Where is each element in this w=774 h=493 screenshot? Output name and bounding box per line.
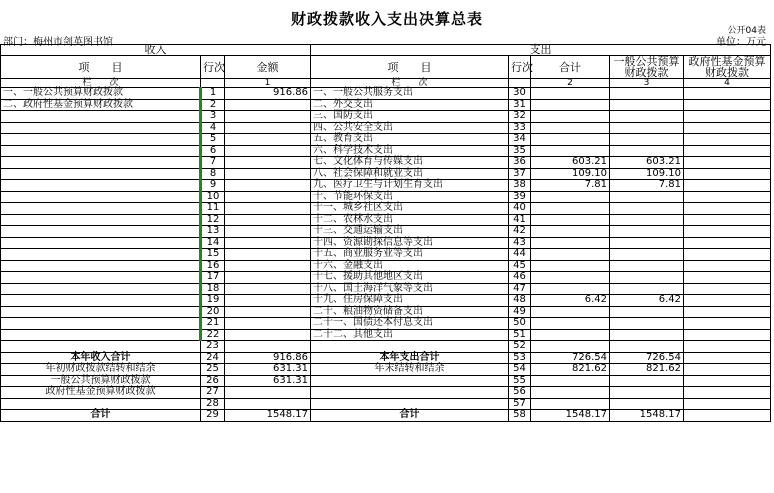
expense-fund (684, 168, 771, 180)
expense-general: 109.10 (610, 168, 684, 180)
expense-row-no: 41 (509, 214, 531, 226)
table-row (1, 318, 771, 330)
expense-item: 十七、援助其他地区支出 (311, 272, 509, 284)
income-row-no: 22 (201, 329, 225, 341)
expense-row-no: 46 (509, 272, 531, 284)
income-amount (225, 341, 311, 353)
income-amount (225, 168, 311, 180)
income-row-no: 9 (201, 180, 225, 192)
expense-fund (684, 272, 771, 284)
income-amount (225, 99, 311, 111)
income-row-no: 5 (201, 134, 225, 146)
table-row (1, 329, 771, 341)
table-row (1, 88, 771, 100)
expense-fund (684, 364, 771, 376)
table-code: 公开04表 (727, 26, 766, 36)
income-row-no: 24 (201, 352, 225, 364)
expense-total: 109.10 (531, 168, 610, 180)
expense-item (311, 398, 509, 410)
income-item-header: 项 目 (1, 56, 201, 79)
expense-fund (684, 410, 771, 422)
income-item (1, 111, 201, 123)
expense-item: 合计 (311, 410, 509, 422)
expense-general: 6.42 (610, 295, 684, 307)
income-rowno-header: 行次 (201, 56, 225, 79)
income-row-no: 23 (201, 341, 225, 353)
expense-general (610, 329, 684, 341)
expense-total: 603.21 (531, 157, 610, 169)
expense-total: 1548.17 (531, 410, 610, 422)
income-row-no: 18 (201, 283, 225, 295)
expense-row-no: 50 (509, 318, 531, 330)
expense-row-no: 53 (509, 352, 531, 364)
income-amount: 1548.17 (225, 410, 311, 422)
table-row (1, 168, 771, 180)
income-amount: 916.86 (225, 352, 311, 364)
expense-total: 6.42 (531, 295, 610, 307)
income-item: 政府性基金预算财政拨款 (1, 387, 201, 399)
expense-row-no: 37 (509, 168, 531, 180)
expense-total (531, 134, 610, 146)
expense-general (610, 134, 684, 146)
expense-fund (684, 398, 771, 410)
expense-row-no: 42 (509, 226, 531, 238)
table-row (1, 237, 771, 249)
expense-item: 六、科学技术支出 (311, 145, 509, 157)
income-amount (225, 180, 311, 192)
income-amount (225, 295, 311, 307)
expense-total (531, 260, 610, 272)
income-amount (225, 157, 311, 169)
income-amount: 631.31 (225, 375, 311, 387)
lanci-3: 3 (610, 79, 684, 88)
expense-row-no: 34 (509, 134, 531, 146)
expense-total (531, 99, 610, 111)
income-item (1, 168, 201, 180)
table-row (1, 260, 771, 272)
income-amount (225, 398, 311, 410)
income-item (1, 341, 201, 353)
expense-fund (684, 283, 771, 295)
expense-fund (684, 203, 771, 215)
income-row-no: 10 (201, 191, 225, 203)
lanci-1: 1 (225, 79, 311, 88)
expense-general (610, 145, 684, 157)
expense-item: 九、医疗卫生与计划生育支出 (311, 180, 509, 192)
income-amount (225, 237, 311, 249)
income-item (1, 272, 201, 284)
expense-general (610, 99, 684, 111)
income-amount (225, 318, 311, 330)
expense-fund (684, 191, 771, 203)
income-item: 一般公共预算财政拨款 (1, 375, 201, 387)
income-item (1, 122, 201, 134)
income-item (1, 329, 201, 341)
income-item (1, 157, 201, 169)
income-row-no: 2 (201, 99, 225, 111)
income-item: 合计 (1, 410, 201, 422)
expense-total (531, 283, 610, 295)
table-row (1, 283, 771, 295)
income-lanci-label: 栏 次 (1, 79, 201, 88)
report-table (0, 44, 771, 422)
expense-row-no: 36 (509, 157, 531, 169)
expense-total: 821.62 (531, 364, 610, 376)
expense-item: 二十一、国债还本付息支出 (311, 318, 509, 330)
expense-fund-header: 政府性基金预算财政拨款 (684, 56, 771, 79)
income-item (1, 214, 201, 226)
expense-row-no: 38 (509, 180, 531, 192)
expense-fund (684, 387, 771, 399)
expense-row-no: 52 (509, 341, 531, 353)
expense-general: 1548.17 (610, 410, 684, 422)
expense-fund (684, 99, 771, 111)
income-row-no: 26 (201, 375, 225, 387)
expense-fund (684, 88, 771, 100)
expense-general (610, 375, 684, 387)
expense-fund (684, 295, 771, 307)
income-amount: 916.86 (225, 88, 311, 100)
expense-general (610, 226, 684, 238)
expense-general-header: 一般公共预算财政拨款 (610, 56, 684, 79)
expense-fund (684, 145, 771, 157)
department-label: 部门：梅州市剑英图书馆 (3, 37, 113, 48)
table-row (1, 99, 771, 111)
income-amount (225, 283, 311, 295)
expense-item: 十四、资源勘探信息等支出 (311, 237, 509, 249)
expense-item: 十三、交通运输支出 (311, 226, 509, 238)
income-amount (225, 111, 311, 123)
expense-general (610, 203, 684, 215)
income-amount: 631.31 (225, 364, 311, 376)
income-item (1, 180, 201, 192)
expense-total: 7.81 (531, 180, 610, 192)
expense-row-no: 55 (509, 375, 531, 387)
expense-row-no: 35 (509, 145, 531, 157)
table-row (1, 203, 771, 215)
income-row-no: 12 (201, 214, 225, 226)
expense-fund (684, 341, 771, 353)
income-item (1, 237, 201, 249)
income-item (1, 398, 201, 410)
table-row (1, 341, 771, 353)
expense-item: 年末结转和结余 (311, 364, 509, 376)
income-item (1, 306, 201, 318)
expense-total (531, 272, 610, 284)
income-row-no: 3 (201, 111, 225, 123)
section-row (1, 45, 771, 56)
table-row (1, 352, 771, 364)
expense-general (610, 398, 684, 410)
expense-row-no: 43 (509, 237, 531, 249)
income-item (1, 318, 201, 330)
table-row (1, 272, 771, 284)
expense-general (610, 191, 684, 203)
income-amount (225, 203, 311, 215)
income-row-no: 7 (201, 157, 225, 169)
income-row-no: 28 (201, 398, 225, 410)
income-item (1, 191, 201, 203)
income-row-no: 25 (201, 364, 225, 376)
table-row (1, 375, 771, 387)
expense-row-no: 33 (509, 122, 531, 134)
expense-general (610, 249, 684, 261)
expense-row-no: 32 (509, 111, 531, 123)
expense-row-no: 40 (509, 203, 531, 215)
expense-fund (684, 329, 771, 341)
expense-general: 821.62 (610, 364, 684, 376)
income-amount (225, 145, 311, 157)
expense-total (531, 145, 610, 157)
income-amount (225, 214, 311, 226)
expense-fund (684, 122, 771, 134)
income-item (1, 226, 201, 238)
unit-label: 单位：万元 (716, 37, 766, 48)
expense-row-no: 47 (509, 283, 531, 295)
income-amount (225, 226, 311, 238)
expense-row-no: 49 (509, 306, 531, 318)
expense-item: 二十二、其他支出 (311, 329, 509, 341)
income-row-no: 21 (201, 318, 225, 330)
expense-total (531, 88, 610, 100)
expense-section-header: 支出 (311, 45, 771, 56)
expense-fund (684, 134, 771, 146)
expense-row-no: 54 (509, 364, 531, 376)
expense-item-header: 项 目 (311, 56, 509, 79)
income-row-no: 6 (201, 145, 225, 157)
expense-row-no: 58 (509, 410, 531, 422)
income-item (1, 249, 201, 261)
income-amount (225, 249, 311, 261)
income-amount (225, 260, 311, 272)
expense-total (531, 226, 610, 238)
expense-fund (684, 214, 771, 226)
expense-total (531, 122, 610, 134)
expense-row-no: 31 (509, 99, 531, 111)
income-item (1, 295, 201, 307)
income-row-no: 15 (201, 249, 225, 261)
expense-fund (684, 375, 771, 387)
income-row-no: 19 (201, 295, 225, 307)
expense-item: 三、国防支出 (311, 111, 509, 123)
income-item (1, 260, 201, 272)
income-item: 一、一般公共预算财政拨款 (1, 88, 201, 100)
table-row (1, 398, 771, 410)
table-row (1, 157, 771, 169)
income-amount (225, 329, 311, 341)
expense-total (531, 341, 610, 353)
expense-fund (684, 157, 771, 169)
expense-row-no: 39 (509, 191, 531, 203)
income-amount (225, 122, 311, 134)
expense-item (311, 341, 509, 353)
income-row-no: 8 (201, 168, 225, 180)
expense-general (610, 111, 684, 123)
income-row-no: 29 (201, 410, 225, 422)
expense-total-header: 合计 (531, 56, 610, 79)
expense-total (531, 191, 610, 203)
table-row (1, 145, 771, 157)
report-title: 财政拨款收入支出决算总表 (290, 10, 483, 28)
income-row-no: 13 (201, 226, 225, 238)
expense-item: 二十、粮油物资储备支出 (311, 306, 509, 318)
expense-row-no: 44 (509, 249, 531, 261)
table-row (1, 249, 771, 261)
income-item: 二、政府性基金预算财政拨款 (1, 99, 201, 111)
expense-general (610, 88, 684, 100)
expense-row-no: 45 (509, 260, 531, 272)
income-row-no: 14 (201, 237, 225, 249)
expense-item: 十九、住房保障支出 (311, 295, 509, 307)
income-row-no: 4 (201, 122, 225, 134)
income-lanci-blank (201, 79, 225, 88)
expense-total (531, 214, 610, 226)
income-amount-header: 金额 (225, 56, 311, 79)
expense-item: 四、公共安全支出 (311, 122, 509, 134)
expense-item: 十、节能环保支出 (311, 191, 509, 203)
expense-total (531, 237, 610, 249)
expense-general (610, 341, 684, 353)
expense-item (311, 387, 509, 399)
expense-general: 7.81 (610, 180, 684, 192)
expense-item (311, 375, 509, 387)
expense-item: 十二、农林水支出 (311, 214, 509, 226)
expense-row-no: 30 (509, 88, 531, 100)
income-item (1, 145, 201, 157)
income-item (1, 283, 201, 295)
expense-item: 十五、商业服务业等支出 (311, 249, 509, 261)
expense-lanci-label: 栏 次 (311, 79, 509, 88)
table-row (1, 134, 771, 146)
expense-fund (684, 237, 771, 249)
table-row (1, 180, 771, 192)
table-row (1, 295, 771, 307)
income-section-header: 收入 (1, 45, 311, 56)
income-row-no: 27 (201, 387, 225, 399)
expense-general: 603.21 (610, 157, 684, 169)
expense-fund (684, 306, 771, 318)
expense-fund (684, 260, 771, 272)
income-item (1, 134, 201, 146)
table-row (1, 122, 771, 134)
income-row-no: 11 (201, 203, 225, 215)
expense-fund (684, 111, 771, 123)
income-amount (225, 306, 311, 318)
expense-general (610, 214, 684, 226)
table-row (1, 214, 771, 226)
expense-item: 八、社会保障和就业支出 (311, 168, 509, 180)
expense-total (531, 318, 610, 330)
expense-item: 十一、城乡社区支出 (311, 203, 509, 215)
income-item (1, 203, 201, 215)
income-item: 年初财政拨款结转和结余 (1, 364, 201, 376)
expense-total (531, 203, 610, 215)
expense-fund (684, 352, 771, 364)
expense-lanci-blank (509, 79, 531, 88)
table-row (1, 410, 771, 422)
expense-row-no: 51 (509, 329, 531, 341)
expense-total (531, 398, 610, 410)
expense-general (610, 306, 684, 318)
table-row (1, 111, 771, 123)
income-row-no: 16 (201, 260, 225, 272)
expense-total (531, 387, 610, 399)
expense-general (610, 237, 684, 249)
expense-item: 十八、国土海洋气象等支出 (311, 283, 509, 295)
expense-total (531, 329, 610, 341)
table-row (1, 364, 771, 376)
expense-general (610, 387, 684, 399)
expense-general (610, 122, 684, 134)
expense-general (610, 318, 684, 330)
table-row (1, 387, 771, 399)
income-row-no: 17 (201, 272, 225, 284)
table-row (1, 191, 771, 203)
income-amount (225, 387, 311, 399)
expense-rowno-header: 行次 (509, 56, 531, 79)
expense-item: 五、教育支出 (311, 134, 509, 146)
expense-total (531, 111, 610, 123)
income-amount (225, 272, 311, 284)
expense-fund (684, 249, 771, 261)
table-body (1, 45, 771, 422)
expense-row-no: 48 (509, 295, 531, 307)
income-amount (225, 134, 311, 146)
expense-general: 726.54 (610, 352, 684, 364)
income-row-no: 1 (201, 88, 225, 100)
expense-total (531, 375, 610, 387)
table-row (1, 226, 771, 238)
expense-general (610, 272, 684, 284)
expense-row-no: 57 (509, 398, 531, 410)
expense-total (531, 249, 610, 261)
expense-fund (684, 180, 771, 192)
expense-item: 一、一般公共服务支出 (311, 88, 509, 100)
expense-item: 二、外交支出 (311, 99, 509, 111)
expense-item: 七、文化体育与传媒支出 (311, 157, 509, 169)
expense-item: 十六、金融支出 (311, 260, 509, 272)
expense-general (610, 283, 684, 295)
expense-total (531, 306, 610, 318)
income-amount (225, 191, 311, 203)
table-row (1, 306, 771, 318)
expense-fund (684, 318, 771, 330)
expense-item: 本年支出合计 (311, 352, 509, 364)
income-item: 本年收入合计 (1, 352, 201, 364)
income-row-no: 20 (201, 306, 225, 318)
expense-total: 726.54 (531, 352, 610, 364)
lanci-2: 2 (531, 79, 610, 88)
column-header-row (1, 56, 771, 79)
expense-fund (684, 226, 771, 238)
lanci-4: 4 (684, 79, 771, 88)
expense-general (610, 260, 684, 272)
expense-row-no: 56 (509, 387, 531, 399)
